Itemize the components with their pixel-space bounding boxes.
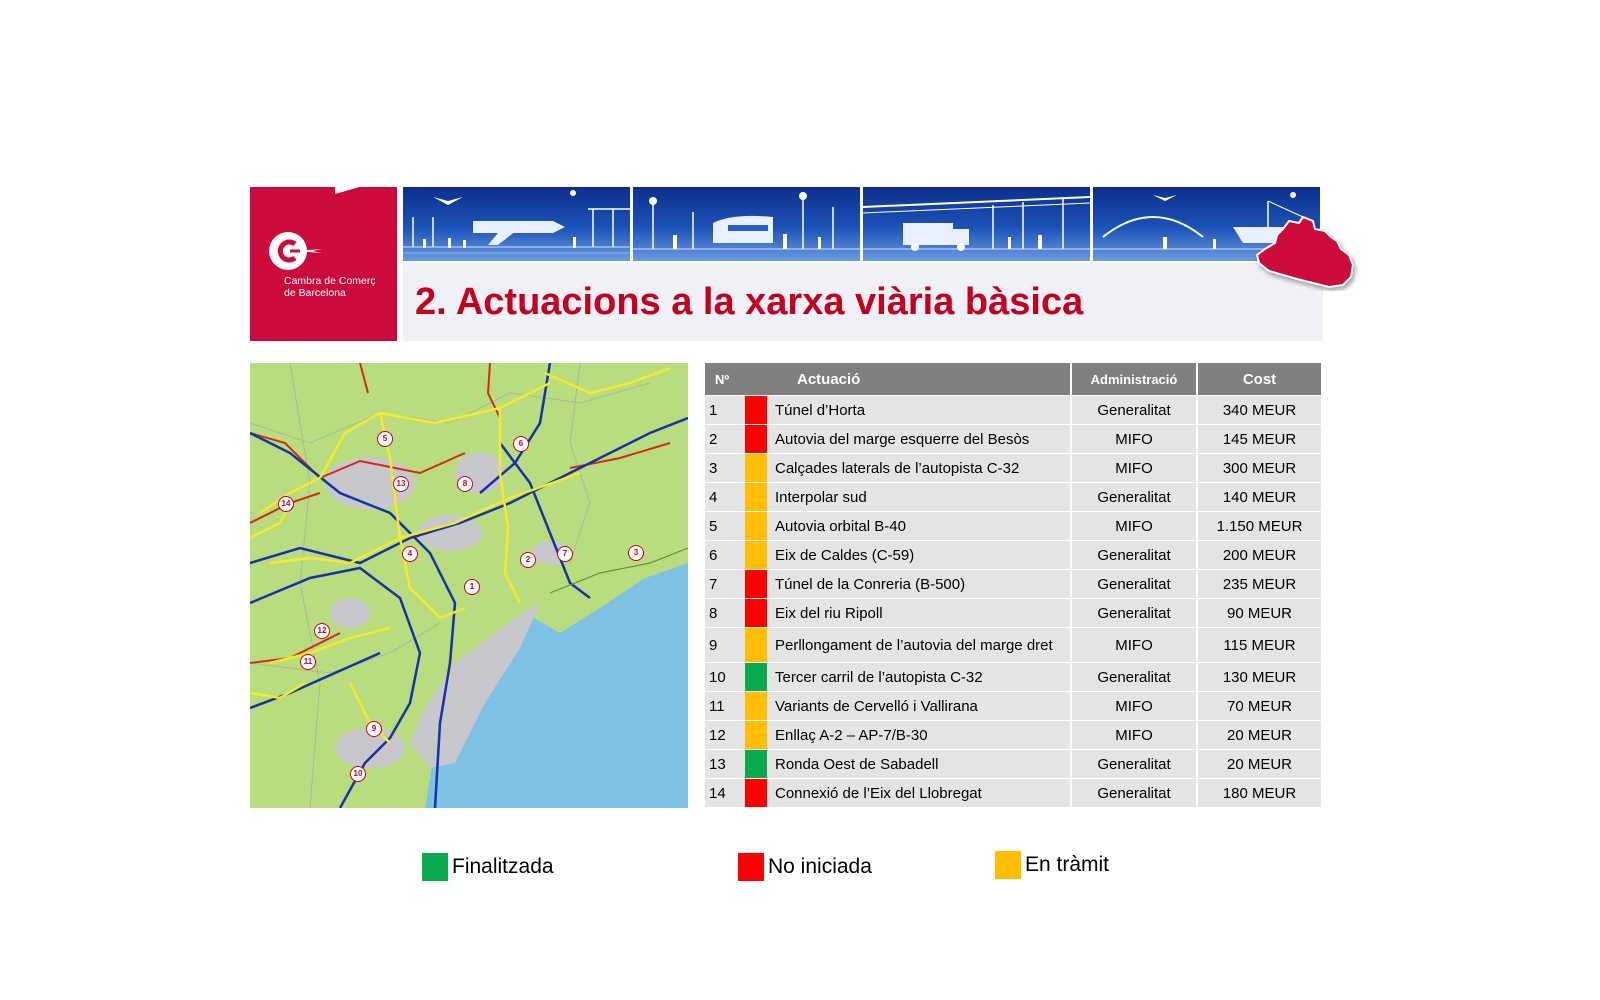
table-row (705, 541, 1321, 570)
table-row (705, 779, 1321, 808)
row-administration: Generalitat (1071, 483, 1197, 512)
brand-name-line1: Cambra de Comerç (284, 275, 376, 287)
row-administration: Generalitat (1071, 779, 1197, 808)
table-body (705, 396, 1321, 808)
row-administration: MIFO (1071, 512, 1197, 541)
status-swatch (745, 599, 767, 627)
table-row (705, 512, 1321, 541)
map-marker: 4 (402, 546, 418, 562)
row-status (745, 628, 769, 663)
row-administration: Generalitat (1071, 541, 1197, 570)
row-number: 14 (705, 779, 745, 808)
row-cost: 115 MEUR (1197, 628, 1321, 663)
row-number: 6 (705, 541, 745, 570)
legend-label: En tràmit (1025, 853, 1110, 876)
row-action: Tercer carril de l’autopista C-32 (769, 663, 1071, 692)
map-marker: 5 (377, 431, 393, 447)
row-action: Ronda Oest de Sabadell (769, 750, 1071, 779)
header-status (745, 363, 769, 396)
row-administration: MIFO (1071, 425, 1197, 454)
barcelona-region-shape-icon (1253, 215, 1358, 291)
row-action: Autovia del marge esquerre del Besòs (769, 425, 1071, 454)
row-number: 8 (705, 599, 745, 628)
map-marker: 10 (350, 766, 366, 782)
row-administration: MIFO (1071, 721, 1197, 750)
brand-name-line2: de Barcelona (284, 287, 346, 299)
map-marker: 14 (278, 496, 294, 512)
row-number: 10 (705, 663, 745, 692)
row-number: 1 (705, 396, 745, 425)
header-cost: Cost (1197, 363, 1321, 396)
row-administration: Generalitat (1071, 599, 1197, 628)
row-status (745, 570, 769, 599)
status-swatch (745, 663, 767, 691)
row-cost: 180 MEUR (1197, 779, 1321, 808)
status-swatch (745, 541, 767, 569)
table-row (705, 425, 1321, 454)
map-marker: 13 (393, 476, 409, 492)
table-row (705, 663, 1321, 692)
legend-en-tramit (995, 851, 1109, 879)
legend-swatch-green (422, 853, 448, 881)
header-action: Actuació (769, 363, 1071, 396)
row-action: Variants de Cervelló i Vallirana (769, 692, 1071, 721)
table-row (705, 483, 1321, 512)
map-marker: 12 (314, 623, 330, 639)
table-row (705, 692, 1321, 721)
row-status (745, 512, 769, 541)
status-swatch (745, 454, 767, 482)
row-cost: 145 MEUR (1197, 425, 1321, 454)
map-marker: 9 (366, 721, 382, 737)
map-marker: 7 (557, 546, 573, 562)
header-banner (403, 187, 1323, 261)
banner-airport-illustration (403, 187, 630, 261)
legend-no-iniciada (738, 853, 872, 881)
row-action: Enllaç A-2 – AP-7/B-30 (769, 721, 1071, 750)
page-title: 2. Actuacions a la xarxa viària bàsica (415, 281, 1084, 323)
row-status (745, 454, 769, 483)
table-header-row (705, 363, 1321, 396)
status-swatch (745, 779, 767, 807)
logo-corner-tab (335, 186, 363, 194)
map-marker: 11 (300, 654, 316, 670)
row-status (745, 779, 769, 808)
row-cost: 90 MEUR (1197, 599, 1321, 628)
row-number: 7 (705, 570, 745, 599)
row-number: 2 (705, 425, 745, 454)
map-marker: 8 (457, 476, 473, 492)
legend-swatch-red (738, 853, 764, 881)
row-cost: 130 MEUR (1197, 663, 1321, 692)
title-band (403, 263, 1323, 341)
row-status (745, 663, 769, 692)
table-row (705, 750, 1321, 779)
chamber-logo-icon (268, 231, 324, 271)
banner-truck-illustration (863, 187, 1090, 261)
row-number: 13 (705, 750, 745, 779)
legend-swatch-amber (995, 851, 1021, 879)
row-action: Interpolar sud (769, 483, 1071, 512)
header-administration: Administració (1071, 363, 1197, 396)
row-administration: Generalitat (1071, 750, 1197, 779)
row-action: Eix del riu Ripoll (769, 599, 1071, 628)
row-cost: 70 MEUR (1197, 692, 1321, 721)
row-number: 3 (705, 454, 745, 483)
row-status (745, 483, 769, 512)
row-administration: Generalitat (1071, 663, 1197, 692)
row-cost: 20 MEUR (1197, 721, 1321, 750)
row-number: 9 (705, 628, 745, 663)
table-row (705, 599, 1321, 628)
row-cost: 140 MEUR (1197, 483, 1321, 512)
row-action: Túnel d’Horta (769, 396, 1071, 425)
status-swatch (745, 396, 767, 424)
table-row (705, 721, 1321, 750)
row-action: Connexió de l’Eix del Llobregat (769, 779, 1071, 808)
brand-name (284, 275, 394, 299)
row-status (745, 692, 769, 721)
legend-label: No iniciada (768, 855, 872, 878)
row-action: Perllongament de l’autovia del marge dret (769, 628, 1071, 663)
status-swatch (745, 570, 767, 598)
banner-train-illustration (633, 187, 860, 261)
row-administration: MIFO (1071, 454, 1197, 483)
row-action: Eix de Caldes (C-59) (769, 541, 1071, 570)
legend-finalitzada (422, 853, 554, 881)
row-status (745, 425, 769, 454)
table-row (705, 396, 1321, 425)
row-status (745, 750, 769, 779)
status-swatch (745, 512, 767, 540)
row-number: 12 (705, 721, 745, 750)
row-administration: Generalitat (1071, 570, 1197, 599)
table-row (705, 570, 1321, 599)
row-administration: Generalitat (1071, 396, 1197, 425)
header-number: Nº (705, 363, 745, 396)
row-status (745, 599, 769, 628)
row-cost: 200 MEUR (1197, 541, 1321, 570)
map-marker: 6 (513, 436, 529, 452)
status-swatch (745, 692, 767, 720)
row-cost: 235 MEUR (1197, 570, 1321, 599)
map-marker: 3 (628, 545, 644, 561)
row-action: Autovia orbital B-40 (769, 512, 1071, 541)
row-cost: 340 MEUR (1197, 396, 1321, 425)
row-status (745, 541, 769, 570)
status-swatch (745, 483, 767, 511)
brand-logo-block (250, 187, 397, 341)
legend-label: Finalitzada (452, 855, 554, 878)
row-cost: 300 MEUR (1197, 454, 1321, 483)
map-marker: 2 (520, 552, 536, 568)
row-action: Túnel de la Conreria (B-500) (769, 570, 1071, 599)
table-row (705, 454, 1321, 483)
row-status (745, 396, 769, 425)
status-swatch (745, 721, 767, 749)
row-action: Calçades laterals de l’autopista C-32 (769, 454, 1071, 483)
status-swatch (745, 628, 767, 662)
map-marker: 1 (464, 579, 480, 595)
row-administration: MIFO (1071, 628, 1197, 663)
row-number: 4 (705, 483, 745, 512)
actions-table (705, 363, 1321, 807)
status-swatch (745, 425, 767, 453)
row-administration: MIFO (1071, 692, 1197, 721)
table-row (705, 628, 1321, 663)
row-number: 5 (705, 512, 745, 541)
row-cost: 20 MEUR (1197, 750, 1321, 779)
row-number: 11 (705, 692, 745, 721)
status-swatch (745, 750, 767, 778)
row-cost: 1.150 MEUR (1197, 512, 1321, 541)
row-status (745, 721, 769, 750)
